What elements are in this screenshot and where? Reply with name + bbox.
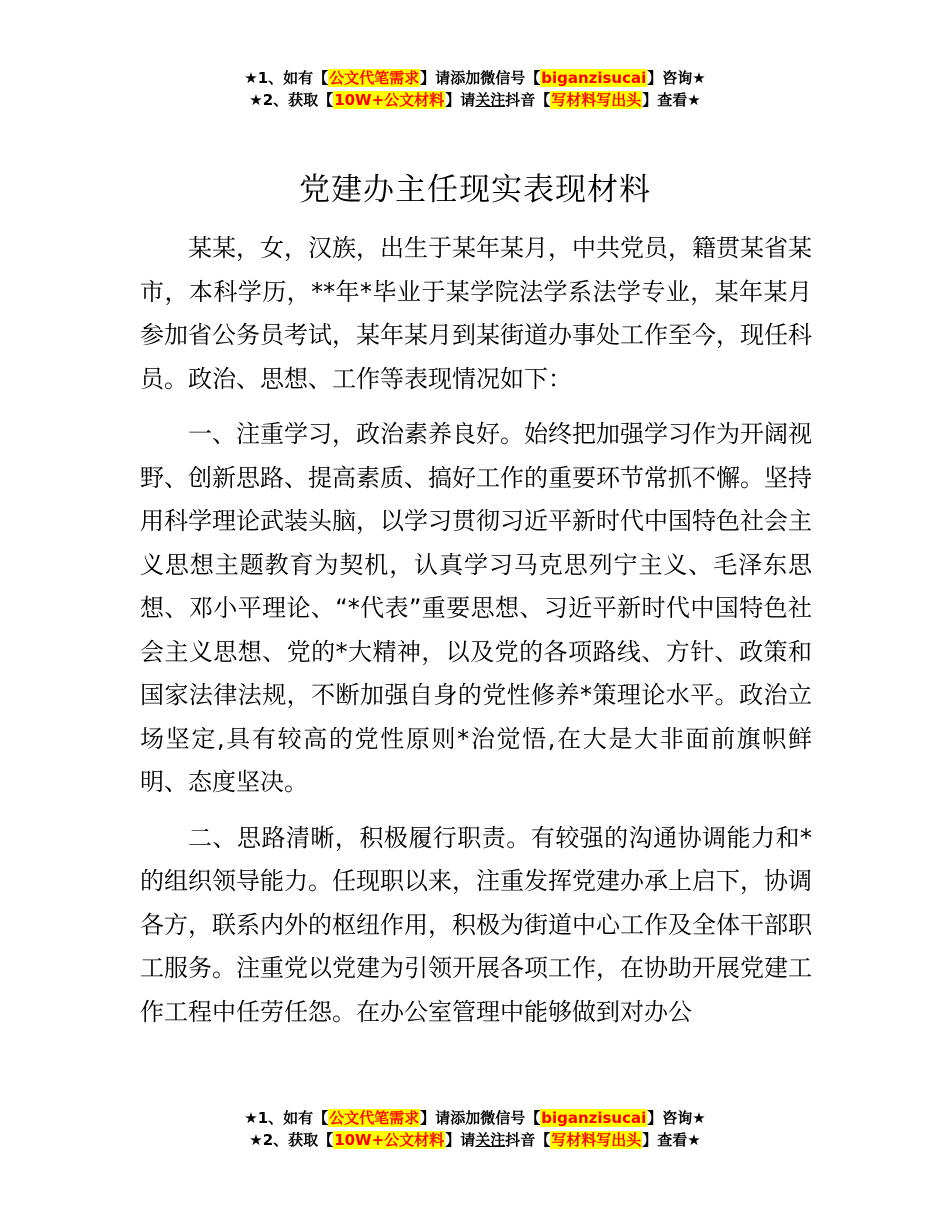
footer-promo-line-2-prefix: ★2、获取【 [249,1131,334,1149]
footer-promo-line-1-mid: 】请 [420,1109,451,1127]
promo-line-1-mid2: 微信号【 [480,69,541,87]
promo-highlight-ghostwriting: 公文代笔需求 [329,69,420,87]
promo-highlight-douyin: 写材料写出头 [551,91,642,109]
footer-promo-banner [0,1107,950,1151]
footer-promo-highlight-ghostwriting: 公文代笔需求 [329,1109,420,1127]
promo-line-2-suffix: 】查看★ [642,91,701,109]
footer-promo-highlight-wechat-id: biganzisucai [541,1109,647,1127]
footer-promo-line-2 [0,1129,950,1151]
promo-highlight-materials: 10W+公文材料 [334,91,445,109]
footer-promo-bold-word: 添加 [450,1109,481,1127]
footer-promo-line-1-mid2: 微信号【 [480,1109,541,1127]
promo-line-1 [0,67,950,89]
paragraph-section-2: 二、思路清晰，积极履行职责。有较强的沟通协调能力和*的组织领导能力。任现职以来，注重发挥党建办承上启下，协调各方，联系内外的枢纽作用，积极为街道中心工作及全体干部职工服务。注重党以党建为引领开展各项工作，在协助开展党建工作工程中任劳任怨。在办公室管理中能够做到对办公 [140,823,812,1026]
promo-line-1-mid: 】请 [420,69,451,87]
footer-promo-line-2-suffix: 】查看★ [642,1131,701,1149]
paragraph-section-1: 一、注重学习，政治素养良好。始终把加强学习作为开阔视野、创新思路、提高素质、搞好工作的重要环节常抓不懈。坚持用科学理论武装头脑，以学习贯彻习近平新时代中国特色社会主义思想主题教育为契机，认真学习马克思列宁主义、毛泽东思想、邓小平理论、“*代表”重要思想、习近平新时代中国特色社会主义思想、党的*大精神，以及党的各项路线、方针、政策和国家法律法规，不断加强自身的党性修养*策理论水平。政治立场坚定,具有较高的党性原则*治觉悟,在大是大非面前旗帜鲜明、态度坚决。 [140,420,812,796]
promo-line-1-prefix: ★1、如有【 [244,69,329,87]
promo-line-2 [0,89,950,111]
promo-line-1-suffix: 】咨询★ [647,69,706,87]
paragraph-intro: 某某，女，汉族，出生于某年某月，中共党员，籍贯某省某市，本科学历，**年*毕业于某学院法学系法学专业，某年某月参加省公务员考试，某年某月到某街道办事处工作至今，现任科员。政治、思想、工作等表现情况如下： [140,234,812,393]
footer-promo-highlight-douyin: 写材料写出头 [551,1131,642,1149]
promo-underline-word: 关注 [475,91,506,109]
footer-promo-line-1-suffix: 】咨询★ [647,1109,706,1127]
footer-promo-underline-word: 关注 [475,1131,506,1149]
promo-highlight-wechat-id: biganzisucai [541,69,647,87]
promo-bold-word: 添加 [450,69,481,87]
header-promo-banner [0,67,950,111]
document-body [140,227,812,1046]
footer-promo-line-2-mid2: 抖音【 [505,1131,551,1149]
footer-promo-line-2-mid: 】请 [445,1131,476,1149]
promo-line-2-prefix: ★2、获取【 [249,91,334,109]
footer-promo-line-1-prefix: ★1、如有【 [244,1109,329,1127]
promo-line-2-mid2: 抖音【 [505,91,551,109]
promo-line-2-mid: 】请 [445,91,476,109]
footer-promo-line-1 [0,1107,950,1129]
footer-promo-highlight-materials: 10W+公文材料 [334,1131,445,1149]
document-title: 党建办主任现实表现材料 [299,172,651,208]
